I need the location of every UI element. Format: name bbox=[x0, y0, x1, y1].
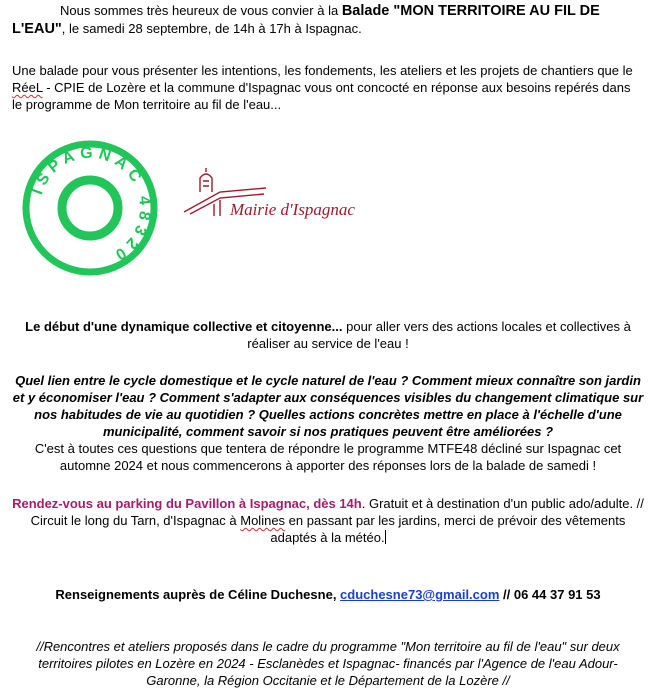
intro-lead: Nous sommes très heureux de vous convier à la bbox=[60, 3, 342, 18]
questions-answer: C'est à toutes ces questions que tentera de répondre le programme MTFE48 décliné sur Ispagnac cet automne 2024 et nous commencerons à apporter des réponses lors de la balade de samedi ! bbox=[34, 441, 622, 473]
intro-paragraph bbox=[12, 2, 652, 38]
description-paragraph bbox=[12, 62, 642, 113]
contact-paragraph bbox=[12, 586, 644, 603]
footer-note: //Rencontres et ateliers proposés dans le cadre du programme "Mon territoire au fil de l'eau" sur deux territoires pilotes en Lozère en 2024 - Esclanèdes et Ispagnac- financés par l'Agence de l'eau Adour-Garonne, la Région Occitanie et le Département de la Lozère // bbox=[36, 639, 620, 688]
event-title: Balade "MON TERRITOIRE AU FIL DE L'EAU" bbox=[12, 3, 600, 37]
rendezvous-part1: . Gratuit et à destination d'un public ado/adulte. // Circuit le long du Tarn, d'Ispagnac à bbox=[30, 496, 644, 528]
rendezvous-part2: en passant par les jardins, merci de prévoir des vêtements adaptés à la météo. bbox=[270, 513, 626, 545]
debut-paragraph bbox=[12, 318, 644, 352]
molines-name: Molines bbox=[240, 513, 286, 528]
contact-label: Renseignements auprès de Céline Duchesne, bbox=[55, 587, 341, 602]
reel-name: RéeL bbox=[12, 80, 43, 95]
ispagnac-logo bbox=[22, 140, 158, 276]
contact-email-link[interactable]: cduchesne73@gmail.com bbox=[340, 587, 500, 602]
event-date: , le samedi 28 septembre, de 14h à 17h à Ispagnac. bbox=[61, 21, 362, 36]
questions-paragraph bbox=[12, 372, 644, 474]
text-cursor bbox=[385, 530, 386, 544]
rendezvous-highlight: Rendez-vous au parking du Pavillon à Ispagnac, dès 14h bbox=[12, 496, 362, 511]
description-part1: Une balade pour vous présenter les intentions, les fondements, les ateliers et les projets de chantiers que le bbox=[12, 63, 633, 78]
mairie-logo bbox=[180, 168, 370, 230]
questions-list: Quel lien entre le cycle domestique et le cycle naturel de l'eau ? Comment mieux connaître son jardin et y économiser l'eau ? Comment s'adapter aux conséquences visibles du changement climatique sur nos habitudes de vie au quotidien ? Quelles actions concrètes mettre en place à l'échelle d'une municipalité, comment savoir si nos pratiques peuvent être améliorées ? bbox=[12, 373, 644, 439]
description-part2: - CPIE de Lozère et la commune d'Ispagnac vous ont concocté en réponse aux besoins repérés dans le programme de Mon territoire au fil de l'eau... bbox=[12, 80, 631, 112]
contact-phone: // 06 44 37 91 53 bbox=[499, 587, 601, 602]
logo-ring-text: ISPAGNAC 48320 bbox=[29, 144, 154, 266]
debut-bold: Le début d'une dynamique collective et citoyenne... bbox=[25, 319, 343, 334]
mairie-text: Mairie d'Ispagnac bbox=[230, 200, 355, 219]
logo-inner-ring bbox=[62, 180, 118, 236]
debut-rest: pour aller vers des actions locales et collectives à réaliser au service de l'eau ! bbox=[247, 319, 631, 351]
rendezvous-paragraph bbox=[12, 495, 644, 546]
